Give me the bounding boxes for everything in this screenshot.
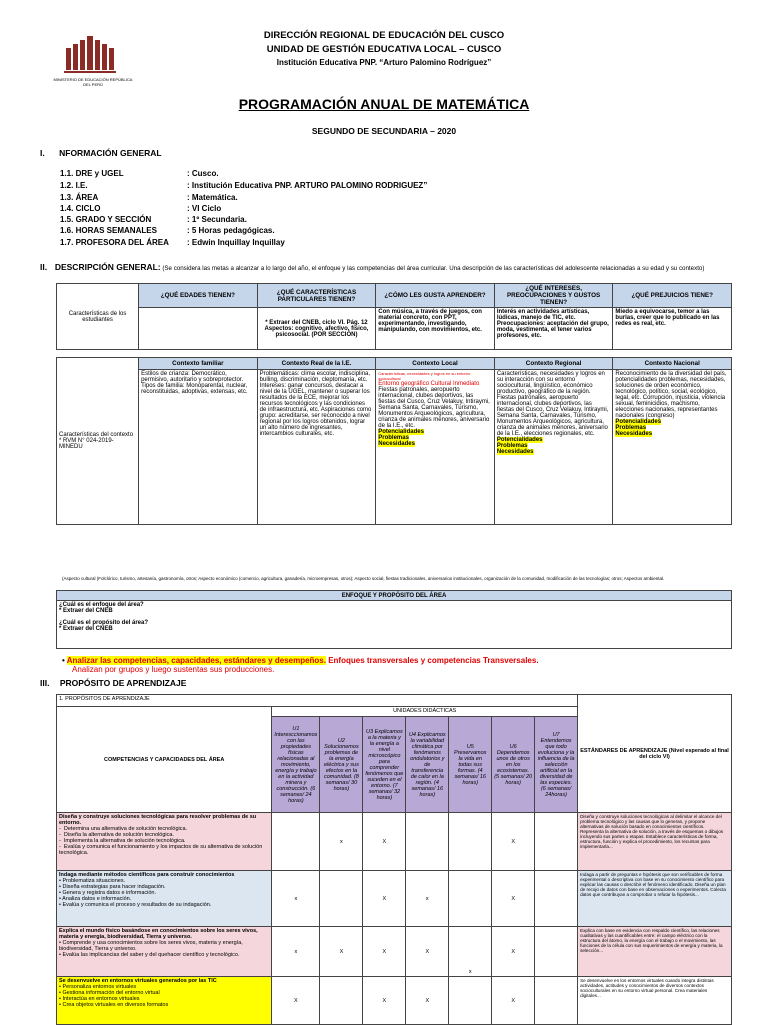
info-key: 1.2. I.E. <box>60 181 88 190</box>
standard-cell: Se desenvuelve en los entornos virtuales cuando integra distintas actividades, actitudes y conocimientos de diversos contextos socioculturales en su entorno virtual personal. Crea materiales digitales... <box>578 977 732 1025</box>
unit-mark: x <box>406 871 449 927</box>
info-row <box>60 193 238 202</box>
capacidad-item: • Evalúa las implicancias del saber y del quehacer científico y tecnológico. <box>59 952 240 958</box>
unit-mark <box>449 871 492 927</box>
context-local: Fiestas patronales, aeropuerto internacional, clubes deportivos, las fiestas del Cusco, Cruz Velakuy, Intiraymi, Semana Santa, Carnavales, Turismo, Monumentos Arqueológicos, agricultura, crianza de animales menores, aniversario de la I.E., etc. <box>378 387 490 429</box>
unit-mark: x <box>320 813 363 871</box>
aspect-note: (Aspecto cultural (Folclórico, turismo, artesanía, gastronomía, otros; Aspecto económico (comercio, agricultura, ganadería, microempresas, otros); Aspecto social, fiestas tradicionales, aniversarios institucionales, organización de la comunidad, modificación de las tecnologías; otros; Aspectos ambiental. <box>62 576 665 581</box>
students-table <box>56 283 732 350</box>
info-row <box>60 215 247 224</box>
info-row <box>60 169 219 178</box>
competencia-cell <box>57 871 272 927</box>
context-regional-cell <box>494 370 613 525</box>
context-local-red2: Entorno geográfico Cultural Inmediato <box>378 381 480 387</box>
capacidades-header: COMPETENCIAS Y CAPACIDADES DEL ÁREA <box>57 707 272 813</box>
info-row <box>60 181 428 190</box>
unit-mark <box>535 927 578 977</box>
capacidad-item: • Interactúa en entornos virtuales <box>59 996 140 1002</box>
capacidad-item: • Gestiona información del entorno virtual <box>59 990 160 996</box>
info-value: : Institución Educativa PNP. ARTURO PALOMINO RODRIGUEZ” <box>187 181 428 190</box>
context-local-red: Características, necesidades y logros en su entorno sociocultural <box>378 371 471 381</box>
students-row-label: Características de los estudiantes <box>57 284 139 350</box>
proposito-question: ¿Cuál es el propósito del área? <box>59 620 149 626</box>
unit-mark <box>449 977 492 1025</box>
unit-column-header: U5 Preservamos la vida en todas sus formas. (4 semanas/ 16 horas) <box>449 717 492 813</box>
section-3-number: III. <box>40 678 50 688</box>
capacidad-item: • Comprende y usa conocimientos sobre los seres vivos, materia y energía, biodiversidad, Tierra y universo. <box>59 940 243 952</box>
context-regional: Características, necesidades y logros en su interacción con su entorno sociocultural, lingüístico, económico productivo, geográfico de la región. Fiestas patronales, aeropuerto internacional, clubes deportivos, las fiestas del Cusco, Cruz Velakuy, Intiraymi, Semana Santa, Carnavales, Turismo, Monumentos Arqueológicos, agricultura, crianza de animales menores, aniversario de la I.E., elecciones regionales, etc. <box>496 371 609 437</box>
header-line2: UNIDAD DE GESTIÓN EDUCATIVA LOCAL – CUSCO <box>266 44 502 55</box>
unit-column-header: U6 Dependemos unos de otros en los ecosistemas. (5 semanas/ 20 horas) <box>492 717 535 813</box>
info-value: : Edwin Inquillay Inquillay <box>187 238 285 247</box>
unit-mark: X <box>492 871 535 927</box>
unit-mark: X <box>320 927 363 977</box>
tag-problemas: Problemas <box>496 443 528 449</box>
capacidad-item: - Diseña la alternativa de solución tecnológica. <box>59 832 174 838</box>
info-key: 1.4. CICLO <box>60 204 101 213</box>
context-familiar: Estilos de crianza: Democrático, permisivo, autoritario y sobreprotector. Tipos de familia: Monoparental, nuclear, reconstituidas, adoptivas, extensas, etc. <box>139 370 258 525</box>
competencia-cell <box>57 813 272 871</box>
unit-mark: X <box>492 813 535 871</box>
context-row-label: Características del contexto * RVM N° 024-2019-MINEDU <box>57 358 139 525</box>
unit-mark <box>535 871 578 927</box>
enfoque-answer: * Extraer del CNEB <box>59 608 113 614</box>
unit-mark: X <box>406 977 449 1025</box>
unit-mark: X <box>406 927 449 977</box>
info-value: : Matemática. <box>187 193 238 202</box>
enfoque-cell <box>57 601 732 649</box>
info-row <box>60 204 222 213</box>
info-key: 1.1. DRE y UGEL <box>60 169 124 178</box>
students-header: ¿QUÉ EDADES TIENEN? <box>139 284 258 308</box>
competencia-title: Indaga mediante métodos científicos para construir conocimientos <box>59 872 235 878</box>
capacidad-item: • Evalúa y comunica el proceso y resultados de su indagación. <box>59 902 212 908</box>
unit-mark: x <box>272 927 320 977</box>
capacidad-item: • Analiza datos e información. <box>59 896 132 902</box>
info-key: 1.7. PROFESORA DEL ÁREA <box>60 238 169 247</box>
unit-mark <box>535 977 578 1025</box>
info-row <box>60 226 275 235</box>
context-table <box>56 357 732 525</box>
context-header: Contexto Real de la I.E. <box>257 358 376 370</box>
unit-column-header: U7 Entendemos que todo evoluciona y la influencia de la selección artificial en la diversidad de las especies. (6 semanas/ 24horas) <box>535 717 578 813</box>
competencia-title: Diseña y construye soluciones tecnológicas para resolver problemas de su entorno. <box>59 814 257 826</box>
capacidad-item: • Genera y registra datos e información. <box>59 890 157 896</box>
tag-necesidades: Necesidades <box>378 441 415 447</box>
context-nacional-cell <box>613 370 732 525</box>
capacidad-item: • Problematiza situaciones. <box>59 878 126 884</box>
unit-column-header: U1 Interesccionamos con las propiedades físicas relacionadas al movimiento, energía y trabajo en la actividad minera y construcción. (6 semanas/ 24 horas) <box>272 717 320 813</box>
section-1-number: I. <box>40 148 45 158</box>
students-cell: Con música, a través de juegos, con material concreto, con PPT, experimentando, investigando, manipulando, con movimientos, etc. <box>376 308 495 350</box>
proposito-answer: * Extraer del CNEB <box>59 626 113 632</box>
enfoque-question: ¿Cuál es el enfoque del área? <box>59 602 144 608</box>
info-value: : Cusco. <box>187 169 219 178</box>
info-value: : 5 Horas pedagógicas. <box>187 226 275 235</box>
context-header: Contexto Nacional <box>613 358 732 370</box>
unit-mark: x <box>272 871 320 927</box>
header-line3: Institución Educativa PNP. “Arturo Palomino Rodríguez” <box>276 58 492 67</box>
header-line1: DIRECCIÓN REGIONAL DE EDUCACIÓN DEL CUSCO <box>263 30 505 41</box>
section-2-label: DESCRIPCIÓN GENERAL: <box>54 262 161 272</box>
page-subtitle: SEGUNDO DE SECUNDARIA – 2020 <box>311 126 457 136</box>
unit-mark: X <box>363 871 406 927</box>
info-value: : 1º Secundaria. <box>187 215 247 224</box>
students-cell: Interés en actividades artísticas, lúdicas, manejo de TIC, etc. Preocupaciones: aceptación del grupo, moda, vestimenta, el tener varios profesores, etc. <box>494 308 613 350</box>
section-3-label: PROPÓSITO DE APRENDIZAJE <box>59 678 187 688</box>
tag-potencialidades: Potencialidades <box>378 429 424 435</box>
info-key: 1.6. HORAS SEMANALES <box>60 226 157 235</box>
capacidad-item: • Crea objetos virtuales en diversos formatos <box>59 1002 169 1008</box>
students-header: ¿QUÉ INTERESES, PREOCUPACIONES Y GUSTOS TIENEN? <box>494 284 613 308</box>
info-key: 1.5. GRADO Y SECCIÓN <box>60 215 152 224</box>
section-2-description: (Se considera las metas a alcanzar a lo largo del año, el enfoque y las competencias del área curricular. Una descripción de las características del adolescente relacionadas a su edad y su contexto) <box>162 265 705 272</box>
standard-cell: Diseña y construye soluciones tecnológicas al delimitar el alcance del problema tecnológico y las causas que lo generan, y propone alternativas de solución basado en conocimientos científicos. Representa la alternativa de solución, a través de esquemas o dibujos incluyendo sus partes o etapas. Establece características de forma, estructura, función y explica el procedimiento, los recursos para implementarla... <box>578 813 732 871</box>
unit-mark <box>272 813 320 871</box>
context-header: Contexto Regional <box>494 358 613 370</box>
unit-mark <box>449 813 492 871</box>
standards-header: ESTÁNDARES DE APRENDIZAJE (Nivel esperado al final del ciclo VI) <box>578 695 732 813</box>
propositos-label: 1. PROPÓSITOS DE APRENDIZAJE <box>57 695 578 707</box>
unit-mark: X <box>492 977 535 1025</box>
instruction-yellow: Analizar las competencias, capacidades, estándares y desempeños. <box>66 656 326 665</box>
unidades-header: UNIDADES DIDÁCTICAS <box>272 707 578 717</box>
info-key: 1.3. ÁREA <box>60 193 99 202</box>
students-header: ¿QUÉ CARACTERÍSTICAS PARTICULARES TIENEN? <box>257 284 376 308</box>
context-real: Problemáticas: clima escolar, indisciplina, bulling, discriminación, cleptomanía, etc. Intereses: ganar concursos, destacar a nivel de la UGEL, mantener o superar los resultados de la ECE, mejorar los recursos tecnológicos y las condiciones de infraestructura, etc. Aspiraciones como grupo: acreditarse, ser reconocido a nivel regional por los logros obtenidos, lograr un alto número de ingresantes, intercambios culturales, etc. <box>257 370 376 525</box>
context-header: Contexto Local <box>376 358 495 370</box>
tag-necesidades: Necesidades <box>496 449 534 455</box>
tag-potencialidades: Potencialidades <box>496 437 543 443</box>
unit-column-header: U4 Explicamos la variabilidad climática por fenómenos ondulatorios y de transferencia de calor en la región. (4 semanas/ 16 horas) <box>406 717 449 813</box>
tag-necesidades: Necesidades <box>615 431 653 437</box>
unit-mark <box>320 977 363 1025</box>
standard-cell: Indaga a partir de preguntas e hipótesis que son verificables de forma experimental o descriptiva con base en su conocimiento científico para explicar las causas o describir el fenómeno identificado. Diseña un plan de recojo de datos con base en observaciones o experimentos. Colecta datos que contribuyan a comprobar o refutar la hipótesis... <box>578 871 732 927</box>
page-title: PROGRAMACIÓN ANUAL DE MATEMÁTICA <box>238 96 530 112</box>
section-2-heading <box>40 262 740 272</box>
competencia-cell <box>57 977 272 1025</box>
competencia-title: Se desenvuelve en entornos virtuales generados por las TIC <box>59 978 217 984</box>
tag-potencialidades: Potencialidades <box>615 419 662 425</box>
unit-mark: X <box>492 927 535 977</box>
enfoque-table <box>56 590 732 649</box>
unit-mark: X <box>272 977 320 1025</box>
competencias-table <box>56 694 732 1025</box>
capacidad-item: • Personaliza entornos virtuales <box>59 984 137 990</box>
standard-cell: Explica con base en evidencia con respaldo científico, las relaciones cualitativas y las cuantificables entre: el campo eléctrico con la estructura del átomo, la energía con el trabajo o el movimiento, las funciones de la célula con sus requerimientos de energía y materia, la selección... <box>578 927 732 977</box>
section-1-label: NFORMACIÓN GENERAL <box>59 148 162 158</box>
instruction-bullet: • Analizar las competencias, capacidades, estándares y desempeños. Enfoques transversales y competencias Transversales. Analizan por grupos y luego sustentas sus producciones. <box>62 656 539 674</box>
section-2-number: II. <box>40 262 48 272</box>
info-value: : VI Ciclo <box>187 204 222 213</box>
enfoque-header: ENFOQUE Y PROPÓSITO DEL ÁREA <box>57 591 732 601</box>
logo-caption: MINISTERIO DE EDUCACIÓN REPÚBLICA DEL PERÚ <box>53 77 133 87</box>
students-cell: * Extraer del CNEB, ciclo VI. Pág. 12 Aspectos: cognitivo, afectivo, físico, psicosocial. (POR SECCIÓN) <box>257 308 376 350</box>
competencia-cell <box>57 927 272 977</box>
capacidad-item: - Implementa la alternativa de solución tecnológica. <box>59 838 186 844</box>
info-row <box>60 238 285 247</box>
students-cell <box>139 308 258 350</box>
capacidad-item: • Diseña estrategias para hacer indagación. <box>59 884 166 890</box>
context-nacional: Reconocimiento de la diversidad del país, potencialidades problemas, necesidades, soluciones de orden económico, tecnológico, político, social, ecológico, legal, etc. Corrupción, injusticia, violencia sexual, feminicidios, machismo, elecciones nacionales, representantes nacionales (congreso) <box>615 371 727 419</box>
context-header: Contexto familiar <box>139 358 258 370</box>
section-3-heading <box>40 678 186 688</box>
unit-column-header: U2 Solucionemos problemas de la energía eléctrica y sus efectos en la comunidad. (8 semanas/ 30 horas) <box>320 717 363 813</box>
instruction-red2: Analizan por grupos y luego sustentas sus producciones. <box>72 665 275 674</box>
competencia-title: Explica el mundo físico basándose en conocimientos sobre los seres vivos, materia y energía, biodiversidad, Tierra y universo. <box>59 928 258 940</box>
instruction-red: Enfoques transversales y competencias Transversales. <box>325 656 539 665</box>
unit-mark <box>320 871 363 927</box>
section-1-heading <box>40 148 162 158</box>
tag-problemas: Problemas <box>378 435 409 441</box>
unit-mark: x <box>449 927 492 977</box>
unit-mark: X <box>363 927 406 977</box>
capacidad-item: - Evalúa y comunica el funcionamiento y los impactos de su alternativa de solución tecnológica. <box>59 844 263 856</box>
unit-mark <box>406 813 449 871</box>
unit-column-header: U3 Explicamos a la materia y la energía a nivel microscópico para comprender fenómenos que suceden en el entorno. (7 semanas/ 32 horas) <box>363 717 406 813</box>
students-header: ¿CÓMO LES GUSTA APRENDER? <box>376 284 495 308</box>
unit-mark <box>535 813 578 871</box>
tag-problemas: Problemas <box>615 425 647 431</box>
unit-mark: X <box>363 813 406 871</box>
students-cell: Miedo a equivocarse, temor a las burlas, creer que lo publicado en las redes es real, etc. <box>613 308 732 350</box>
unit-mark: X <box>363 977 406 1025</box>
context-local-cell <box>376 370 495 525</box>
students-header: ¿QUÉ PREJUICIOS TIENE? <box>613 284 732 308</box>
capacidad-item: - Determina una alternativa de solución tecnológica. <box>59 826 188 832</box>
